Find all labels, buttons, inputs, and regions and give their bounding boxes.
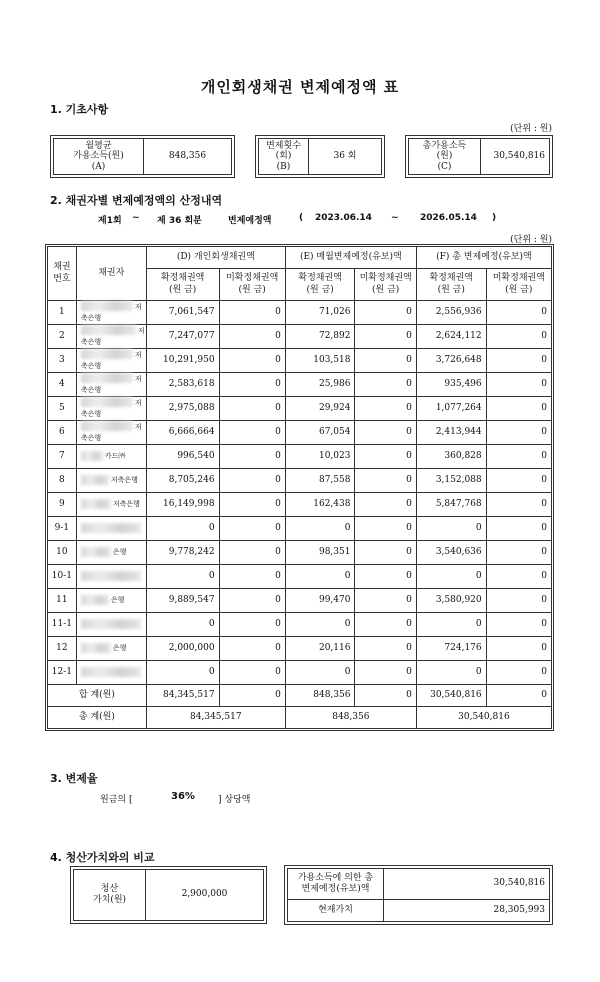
cell-f2: 0 [486,565,551,589]
header-f-confirmed: 확정채권액 (원 금) [416,269,486,301]
row-no: 8 [48,469,77,493]
cell-f2: 0 [486,517,551,541]
cell-d2: 0 [219,325,285,349]
cell-e1: 0 [285,613,355,637]
liquidation-label: 청산 가치(원) [74,870,146,921]
cell-d2: 0 [219,517,285,541]
header-e: (E) 매월변제예정(유보)액 [285,247,416,269]
period-tilde-1: ~ [132,213,140,223]
cell-e2: 0 [355,373,416,397]
row-creditor [76,565,146,589]
cell-f2: 0 [486,325,551,349]
cell-f2: 0 [486,301,551,325]
comparison-box [284,865,553,925]
cell-f1: 5,847,768 [416,493,486,517]
header-d-confirmed: 확정채권액 (원 금) [146,269,219,301]
redacted-name [81,667,141,677]
total-plan-value: 30,540,816 [384,869,550,900]
present-value-label: 현재가치 [288,900,384,922]
cell-d2: 0 [219,301,285,325]
income-label: 월평균 가용소득(원) (A) [54,139,144,175]
rate-prefix: 원금의 [ [100,795,133,805]
table-row [48,421,552,445]
cell-e1: 10,023 [285,445,355,469]
row-creditor [76,325,146,349]
cell-e2: 0 [355,517,416,541]
cell-f1: 0 [416,661,486,685]
creditor-suffix: 은행 [112,644,127,653]
total-income-label: 총가용소득 (원) (C) [409,139,481,175]
total-label: 총 계(원) [48,707,147,729]
cell-e1: 20,116 [285,637,355,661]
subtotal-f2: 0 [486,685,551,707]
period-tilde-2: ~ [391,213,399,223]
row-no: 9 [48,493,77,517]
section-1-heading: 1. 기초사항 [50,103,109,116]
redacted-name [81,571,141,581]
cell-d1: 0 [146,613,219,637]
cell-f2: 0 [486,661,551,685]
period-start: 2023.06.14 [315,213,372,223]
cell-d1: 7,061,547 [146,301,219,325]
table-row [48,517,552,541]
row-no: 6 [48,421,77,445]
cell-e2: 0 [355,325,416,349]
header-e-confirmed: 확정채권액 (원 금) [285,269,355,301]
cell-f1: 3,726,648 [416,349,486,373]
count-label: 변제횟수 (회) (B) [259,139,309,175]
period-open: ( [299,213,304,223]
redacted-name [81,475,109,485]
page-title: 개인회생채권 변제예정액 표 [200,78,400,96]
redacted-name [81,547,111,557]
redacted-name [81,349,133,359]
count-value: 36 회 [309,139,382,175]
cell-d2: 0 [219,661,285,685]
redacted-name [81,301,133,311]
row-no: 9-1 [48,517,77,541]
row-creditor [76,613,146,637]
table-row [48,397,552,421]
row-creditor [76,445,146,469]
unit-label-2: (단위 : 원) [510,235,552,245]
cell-e2: 0 [355,421,416,445]
cell-e1: 29,924 [285,397,355,421]
cell-e2: 0 [355,589,416,613]
cell-e1: 99,470 [285,589,355,613]
cell-e2: 0 [355,469,416,493]
table-row [48,493,552,517]
cell-e2: 0 [355,493,416,517]
cell-f2: 0 [486,637,551,661]
row-no: 5 [48,397,77,421]
row-creditor [76,373,146,397]
cell-e2: 0 [355,613,416,637]
cell-e1: 0 [285,565,355,589]
subtotal-e2: 0 [355,685,416,707]
cell-e1: 67,054 [285,421,355,445]
row-no: 4 [48,373,77,397]
row-no: 11 [48,589,77,613]
cell-d2: 0 [219,421,285,445]
header-e-unconfirmed: 미확정채권액 (원 금) [355,269,416,301]
creditor-suffix: 저축은행 [80,302,142,322]
cell-e2: 0 [355,349,416,373]
row-creditor [76,349,146,373]
cell-e2: 0 [355,397,416,421]
cell-e1: 25,986 [285,373,355,397]
table-row [48,349,552,373]
total-income-box [405,135,553,178]
total-f: 30,540,816 [416,707,551,729]
table-row [48,565,552,589]
cell-d2: 0 [219,469,285,493]
section-3-heading: 3. 변제율 [50,772,98,785]
cell-e2: 0 [355,565,416,589]
cell-e1: 71,026 [285,301,355,325]
cell-f1: 0 [416,565,486,589]
cell-f2: 0 [486,397,551,421]
redacted-name [81,373,133,383]
cell-f2: 0 [486,469,551,493]
cell-d1: 7,247,077 [146,325,219,349]
income-box [50,135,235,178]
cell-d1: 10,291,950 [146,349,219,373]
cell-d2: 0 [219,565,285,589]
cell-f2: 0 [486,613,551,637]
table-row [48,301,552,325]
cell-e2: 0 [355,541,416,565]
row-creditor [76,469,146,493]
creditor-table [47,246,552,729]
table-row [48,589,552,613]
cell-d1: 0 [146,565,219,589]
row-creditor [76,397,146,421]
redacted-name [81,397,133,407]
header-d: (D) 개인회생채권액 [146,247,285,269]
table-row [48,325,552,349]
row-creditor [76,637,146,661]
total-row [48,707,552,729]
table-row [48,637,552,661]
liquidation-box [70,866,267,924]
cell-d2: 0 [219,349,285,373]
cell-d1: 6,666,664 [146,421,219,445]
row-no: 7 [48,445,77,469]
subtotal-label: 합 계(원) [48,685,147,707]
cell-d2: 0 [219,373,285,397]
cell-d1: 2,000,000 [146,637,219,661]
cell-d1: 9,778,242 [146,541,219,565]
total-e: 848,356 [285,707,416,729]
cell-f1: 0 [416,613,486,637]
cell-f2: 0 [486,589,551,613]
creditor-table-box [45,244,554,731]
row-creditor [76,589,146,613]
cell-d1: 16,149,998 [146,493,219,517]
redacted-name [81,595,109,605]
subtotal-row [48,685,552,707]
creditor-suffix: 은행 [112,548,127,557]
row-creditor [76,493,146,517]
cell-f1: 724,176 [416,637,486,661]
cell-e1: 87,558 [285,469,355,493]
cell-f1: 360,828 [416,445,486,469]
header-f: (F) 총 변제예정(유보)액 [416,247,551,269]
redacted-name [81,451,103,461]
period-to: 제 36 회분 [157,216,202,226]
row-no: 11-1 [48,613,77,637]
cell-f1: 0 [416,517,486,541]
table-row [48,613,552,637]
subtotal-d1: 84,345,517 [146,685,219,707]
unit-label-1: (단위 : 원) [510,124,552,134]
header-f-unconfirmed: 미확정채권액 (원 금) [486,269,551,301]
cell-d2: 0 [219,445,285,469]
period-close: ) [492,213,497,223]
cell-d1: 2,583,618 [146,373,219,397]
cell-d1: 2,975,088 [146,397,219,421]
redacted-name [81,421,133,431]
table-row [48,373,552,397]
header-d-unconfirmed: 미확정채권액 (원 금) [219,269,285,301]
creditor-suffix: 저축은행 [112,500,140,509]
cell-f1: 3,152,088 [416,469,486,493]
cell-e2: 0 [355,301,416,325]
row-no: 12 [48,637,77,661]
creditor-suffix: 저축은행 [80,422,142,442]
creditor-suffix: 저축은행 [80,326,145,346]
row-no: 3 [48,349,77,373]
row-creditor [76,661,146,685]
row-creditor [76,301,146,325]
redacted-name [81,619,141,629]
creditor-suffix: 카드㈜ [104,452,126,461]
row-no: 10-1 [48,565,77,589]
cell-e1: 72,892 [285,325,355,349]
subtotal-e1: 848,356 [285,685,355,707]
cell-e1: 103,518 [285,349,355,373]
total-income-value: 30,540,816 [481,139,550,175]
redacted-name [81,499,111,509]
income-value: 848,356 [144,139,232,175]
cell-d1: 0 [146,661,219,685]
section-4-heading: 4. 청산가치와의 비교 [50,851,155,864]
cell-f2: 0 [486,373,551,397]
table-row [48,445,552,469]
cell-f1: 1,077,264 [416,397,486,421]
creditor-suffix: 은행 [110,596,125,605]
header-creditor: 채권자 [76,247,146,301]
rate-suffix: ] 상당액 [218,795,251,805]
row-no: 1 [48,301,77,325]
cell-e1: 98,351 [285,541,355,565]
cell-d1: 8,705,246 [146,469,219,493]
row-creditor [76,421,146,445]
subtotal-d2: 0 [219,685,285,707]
redacted-name [81,643,111,653]
row-no: 2 [48,325,77,349]
row-no: 10 [48,541,77,565]
row-creditor [76,541,146,565]
creditor-suffix: 저축은행 [80,350,142,370]
cell-f1: 2,624,112 [416,325,486,349]
creditor-suffix: 저축은행 [80,374,142,394]
total-d: 84,345,517 [146,707,285,729]
row-no: 12-1 [48,661,77,685]
present-value-value: 28,305,993 [384,900,550,922]
cell-f1: 935,496 [416,373,486,397]
cell-f1: 3,540,636 [416,541,486,565]
cell-f2: 0 [486,541,551,565]
count-box [255,135,385,178]
creditor-suffix: 저축은행 [110,476,138,485]
cell-f2: 0 [486,421,551,445]
total-plan-label: 가용소득에 의한 총 변제예정(유보)액 [288,869,384,900]
period-label: 변제예정액 [228,216,272,226]
cell-f1: 2,556,936 [416,301,486,325]
subtotal-f1: 30,540,816 [416,685,486,707]
period-end: 2026.05.14 [420,213,477,223]
header-no: 채권 번호 [48,247,77,301]
section-2-heading: 2. 채권자별 변제예정액의 산정내역 [50,194,223,207]
cell-f2: 0 [486,445,551,469]
cell-e1: 0 [285,661,355,685]
cell-f1: 2,413,944 [416,421,486,445]
liquidation-value: 2,900,000 [146,870,264,921]
cell-d1: 996,540 [146,445,219,469]
cell-f1: 3,580,920 [416,589,486,613]
table-row [48,661,552,685]
table-row [48,541,552,565]
cell-d2: 0 [219,541,285,565]
cell-d1: 9,889,547 [146,589,219,613]
cell-d2: 0 [219,613,285,637]
cell-e1: 162,438 [285,493,355,517]
cell-e2: 0 [355,445,416,469]
cell-e2: 0 [355,661,416,685]
cell-d2: 0 [219,589,285,613]
period-from: 제1회 [98,216,122,226]
table-row [48,469,552,493]
rate-value: 36% [171,791,195,802]
redacted-name [81,325,136,335]
cell-f2: 0 [486,493,551,517]
row-creditor [76,517,146,541]
cell-e1: 0 [285,517,355,541]
cell-f2: 0 [486,349,551,373]
redacted-name [81,523,141,533]
cell-d2: 0 [219,637,285,661]
cell-d1: 0 [146,517,219,541]
creditor-suffix: 저축은행 [80,398,142,418]
cell-e2: 0 [355,637,416,661]
cell-d2: 0 [219,397,285,421]
cell-d2: 0 [219,493,285,517]
